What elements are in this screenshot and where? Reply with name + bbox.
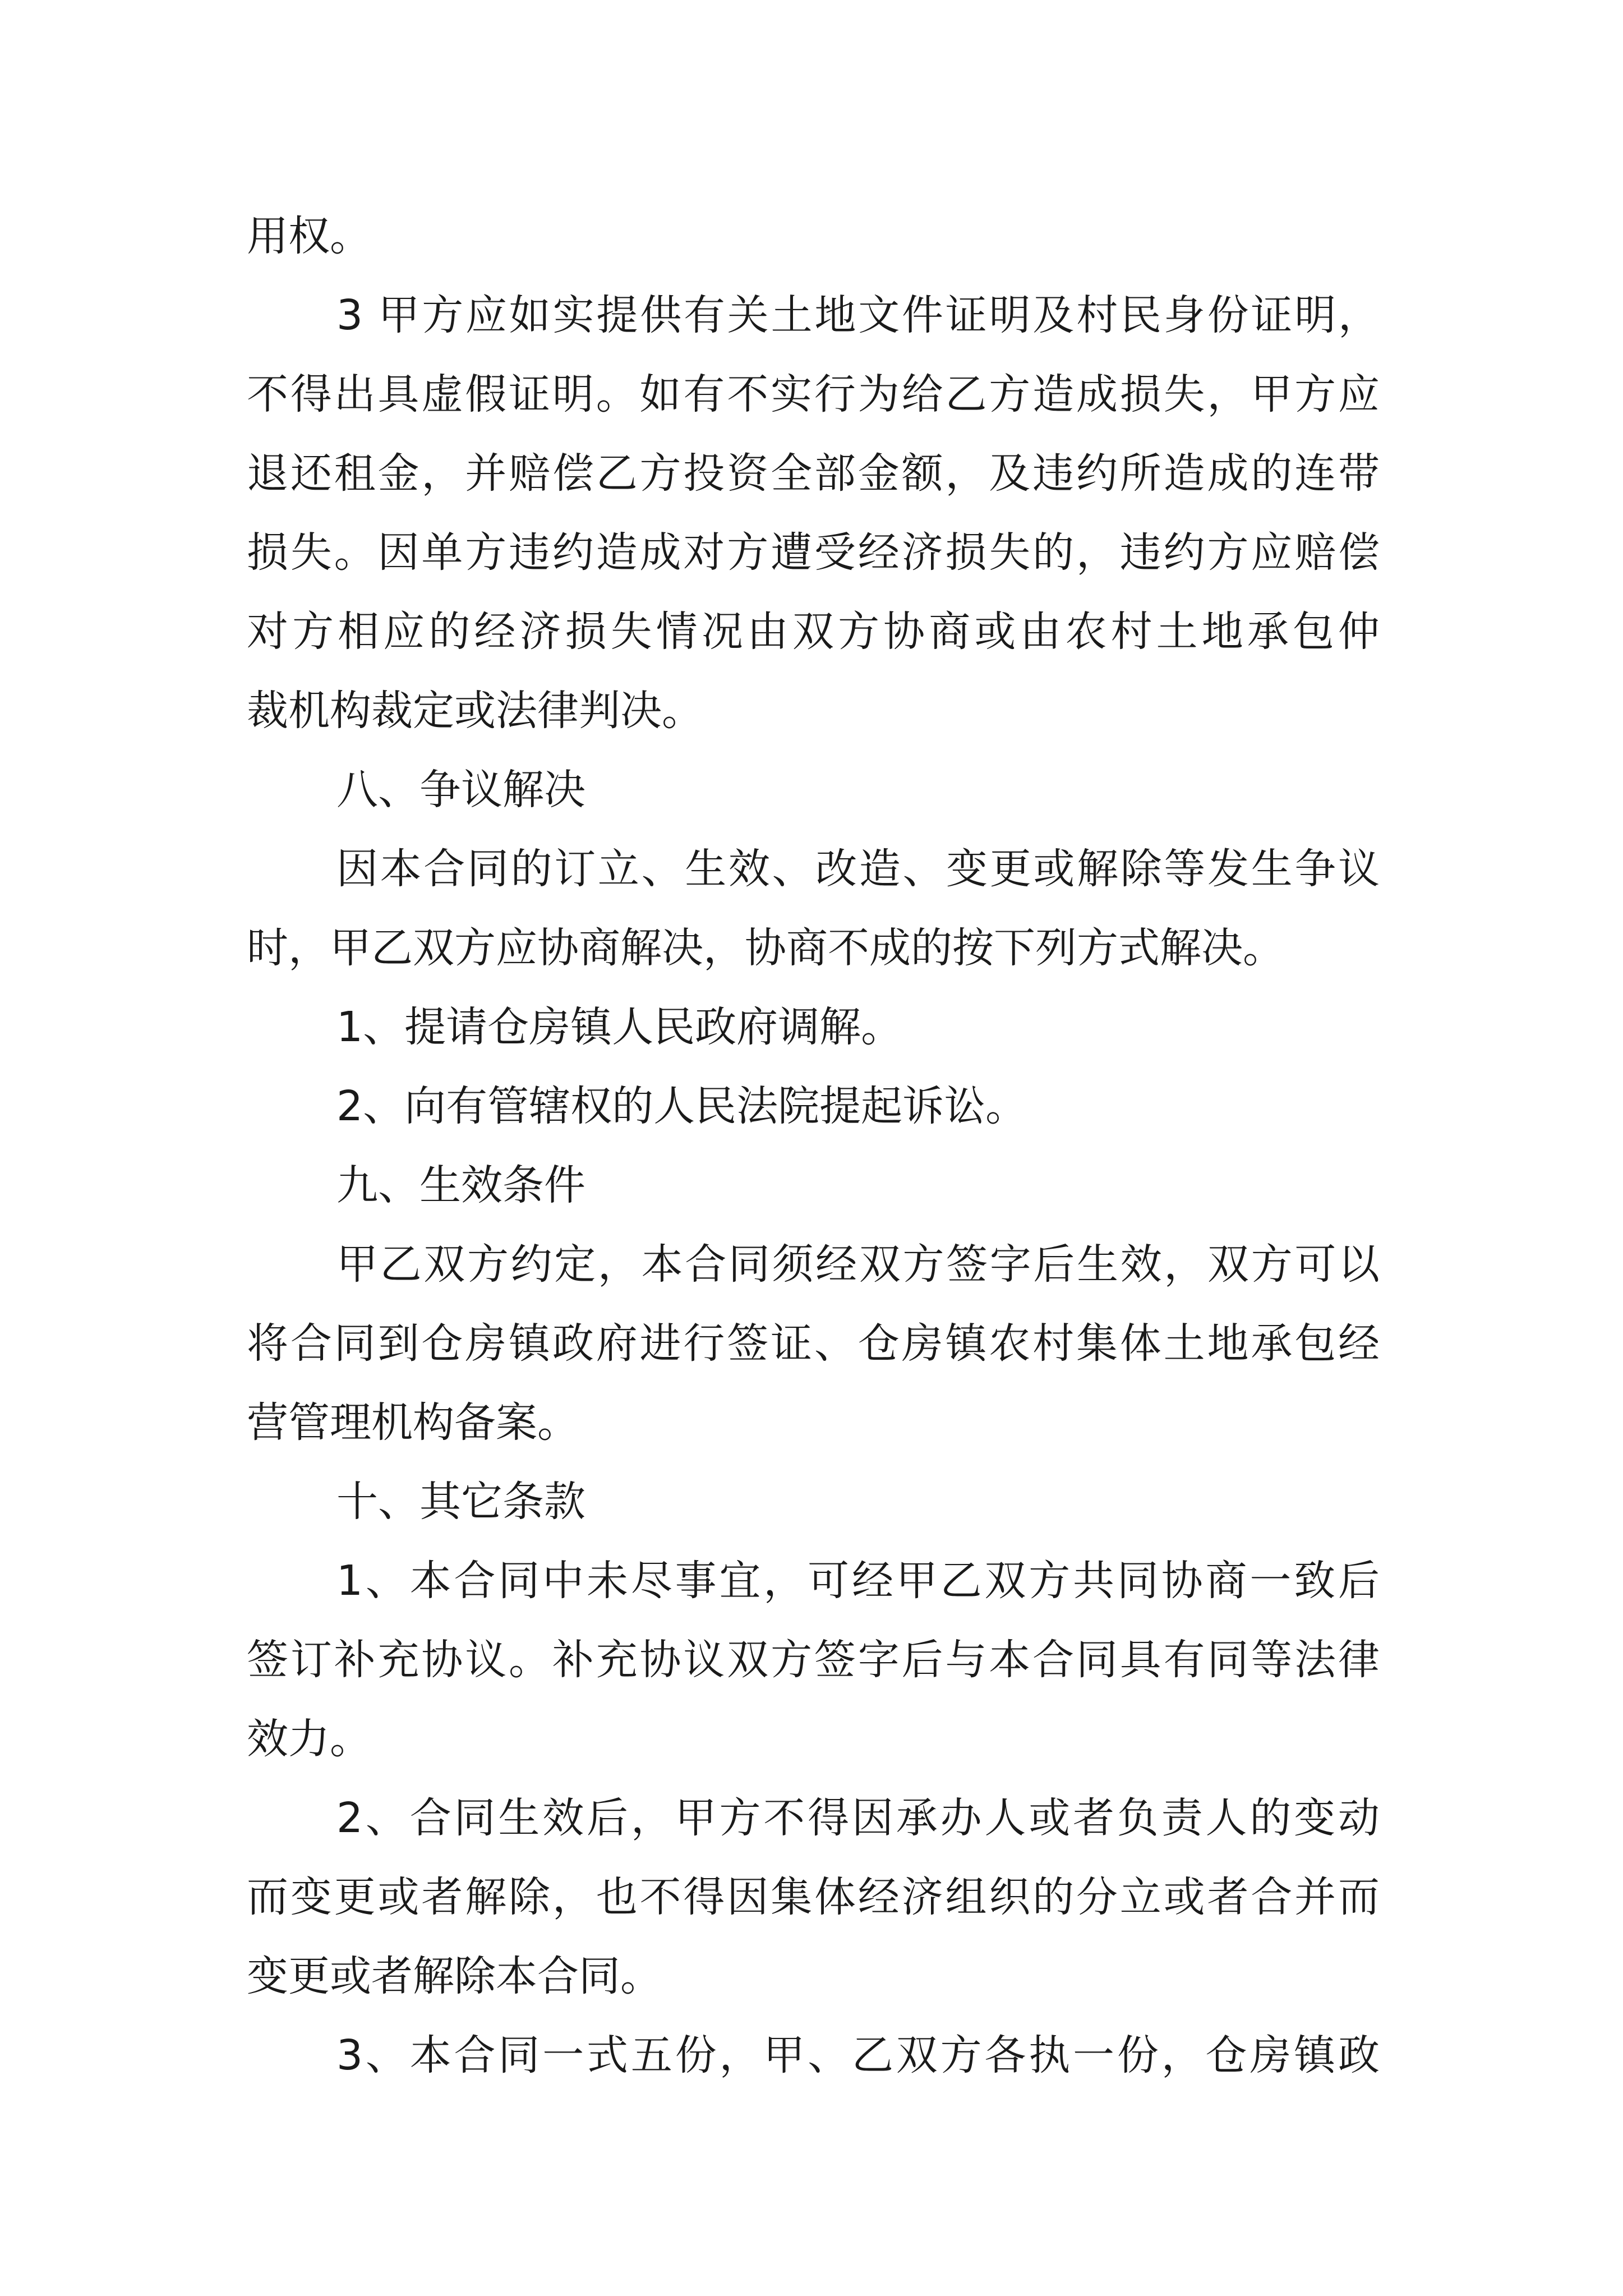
paragraph-line: 用权。	[247, 212, 371, 260]
list-item: 2、合同生效后，甲方不得因承办人或者负责人的变动	[336, 1794, 1380, 1842]
paragraph-line: 将合同到仓房镇政府进行签证、仓房镇农村集体土地承包经	[247, 1319, 1380, 1368]
section-heading: 十、其它条款	[336, 1478, 585, 1526]
list-item: 3、本合同一式五份，甲、乙双方各执一份，仓房镇政	[336, 2031, 1380, 2079]
paragraph-line: 营管理机构备案。	[247, 1398, 579, 1447]
paragraph-line: 甲乙双方约定，本合同须经双方签字后生效，双方可以	[336, 1240, 1380, 1289]
list-item: 1、本合同中未尽事宜，可经甲乙双方共同协商一致后	[336, 1557, 1380, 1605]
section-heading: 九、生效条件	[336, 1161, 585, 1209]
paragraph-line: 裁机构裁定或法律判决。	[247, 687, 703, 735]
paragraph-line: 对方相应的经济损失情况由双方协商或由农村土地承包仲	[247, 608, 1380, 656]
paragraph-line: 退还租金，并赔偿乙方投资全部金额，及违约所造成的连带	[247, 449, 1380, 498]
paragraph-line: 变更或者解除本合同。	[247, 1952, 662, 2000]
paragraph-line: 因本合同的订立、生效、改造、变更或解除等发生争议	[336, 845, 1380, 893]
section-heading: 八、争议解决	[336, 766, 585, 814]
list-item: 2、向有管辖权的人民法院提起诉讼。	[336, 1082, 1027, 1130]
list-item: 1、提请仓房镇人民政府调解。	[336, 1003, 903, 1051]
paragraph-line: 损失。因单方违约造成对方遭受经济损失的，违约方应赔偿	[247, 528, 1380, 577]
paragraph-line: 签订补充协议。补充协议双方签字后与本合同具有同等法律	[247, 1636, 1380, 1684]
paragraph-line: 效力。	[247, 1715, 371, 1763]
paragraph-line: 不得出具虚假证明。如有不实行为给乙方造成损失，甲方应	[247, 370, 1380, 418]
paragraph-line: 时，甲乙双方应协商解决，协商不成的按下列方式解决。	[247, 924, 1284, 972]
paragraph-line: 3 甲方应如实提供有关土地文件证明及村民身份证明，	[336, 291, 1380, 339]
paragraph-line: 而变更或者解除，也不得因集体经济组织的分立或者合并而	[247, 1873, 1380, 1921]
